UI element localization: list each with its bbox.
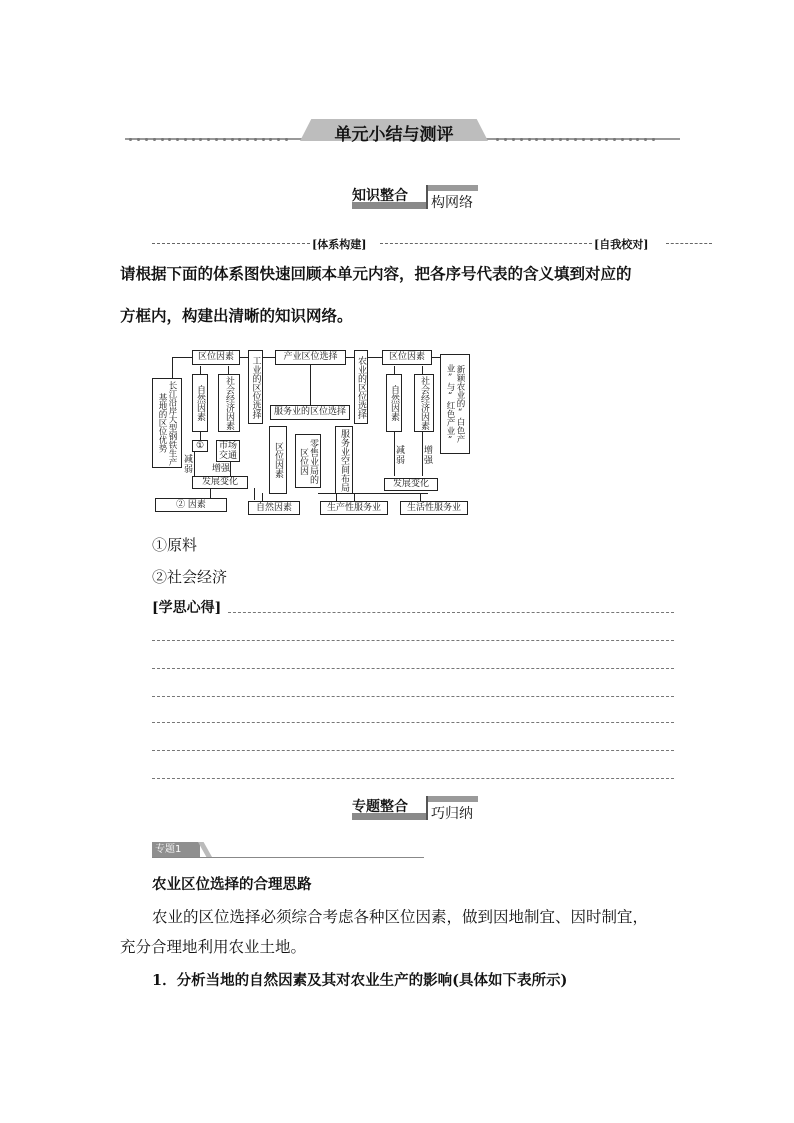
box-right-factor: 区位因素 xyxy=(382,350,432,365)
connector xyxy=(172,357,173,379)
header-decoration xyxy=(426,796,478,802)
connector xyxy=(354,493,355,501)
answer-1: ①原料 xyxy=(152,536,198,554)
notes-label: [学思心得] xyxy=(152,600,222,616)
banner-dots-right xyxy=(494,129,657,137)
connector xyxy=(368,357,382,358)
dash-rule xyxy=(666,243,712,244)
connector xyxy=(346,357,354,358)
box-right-change: 发展变化 xyxy=(384,478,438,491)
connector xyxy=(262,493,263,501)
connector xyxy=(200,432,201,440)
dash-rule xyxy=(380,243,592,244)
connector xyxy=(194,452,195,476)
section-title: 知识整合 xyxy=(352,188,408,204)
banner-dots-left xyxy=(127,129,290,137)
notes-line xyxy=(152,696,674,697)
connector xyxy=(432,357,440,358)
notes-line xyxy=(152,668,674,669)
page-title: 单元小结与测评 xyxy=(334,125,454,145)
connector xyxy=(310,365,311,405)
header-divider xyxy=(426,185,428,209)
notes-line xyxy=(152,640,674,641)
section-header-knowledge xyxy=(352,185,482,211)
box-bottom-factor: ② 因素 xyxy=(155,498,227,512)
header-divider xyxy=(426,796,428,820)
box-left-market: 市场交通 xyxy=(216,440,240,462)
box-industry-title: 工业的区位选择 xyxy=(248,350,263,424)
notes-line xyxy=(152,778,674,779)
answer-2: ②社会经济 xyxy=(152,568,228,586)
topic-paragraph-line-1: 农业的区位选择必须综合考虑各种区位因素，做到因地制宜、因时制宜， xyxy=(152,908,649,926)
connector xyxy=(200,366,201,374)
section-title: 专题整合 xyxy=(352,799,408,815)
label-left-strengthen: 增强 xyxy=(212,464,231,474)
connector xyxy=(394,366,395,374)
instruction-line-2: 方框内，构建出清晰的知识网络。 xyxy=(120,306,353,325)
knowledge-diagram xyxy=(150,348,470,516)
section-subtitle: 巧归纳 xyxy=(431,806,473,822)
box-right-natural: 自然因素 xyxy=(386,374,402,432)
box-retail: 零售业局的区位因 xyxy=(295,434,321,488)
topic-tag: 专题1 xyxy=(152,842,200,857)
box-left-natural: 自然因素 xyxy=(192,374,208,432)
connector xyxy=(422,432,423,476)
connector xyxy=(228,366,229,374)
box-service-title: 服务业的区位选择 xyxy=(270,405,350,420)
connector xyxy=(422,366,423,374)
header-decoration xyxy=(426,185,478,191)
box-right-side: 新颖农业的“白色产业”与“红色产业” xyxy=(440,354,470,454)
connector xyxy=(240,357,248,358)
box-service-factor: 区位因素 xyxy=(269,426,287,494)
section-header-topics xyxy=(352,796,482,822)
topic-paragraph-line-2: 充分合理地利用农业土地。 xyxy=(120,938,307,956)
topic-title: 农业区位选择的合理思路 xyxy=(152,876,312,893)
box-top-center: 产业区位选择 xyxy=(275,350,346,365)
tag-system-build: [体系构建] xyxy=(312,238,367,251)
dash-rule xyxy=(152,243,310,244)
connector xyxy=(172,357,192,358)
instruction-line-1: 请根据下面的体系图快速回顾本单元内容，把各序号代表的含义填到对应的 xyxy=(120,264,632,283)
connector xyxy=(261,357,275,358)
box-agriculture-title: 农业的区位选择 xyxy=(354,350,368,424)
notes-line xyxy=(152,722,674,723)
box-service-space: 服务业空间布局 xyxy=(335,426,353,494)
box-right-social: 社会经济因素 xyxy=(414,374,434,432)
box-producer-service: 生产性服务业 xyxy=(320,501,388,515)
topic-tag-slash xyxy=(198,842,212,857)
box-left-social: 社会经济因素 xyxy=(218,374,240,432)
box-consumer-service: 生活性服务业 xyxy=(400,501,468,515)
box-circle-1: ① xyxy=(192,440,208,452)
box-natural-bottom: 自然因素 xyxy=(248,501,300,515)
box-left-change: 发展变化 xyxy=(192,476,248,489)
topic-rule xyxy=(152,857,424,858)
connector xyxy=(420,493,421,501)
section-subtitle: 构网络 xyxy=(431,195,473,211)
tag-row xyxy=(152,236,712,250)
box-left-factor: 区位因素 xyxy=(192,350,240,365)
label-left-weaken: 减弱 xyxy=(184,455,194,475)
notes-line xyxy=(152,750,674,751)
connector xyxy=(210,488,211,498)
notes-line xyxy=(228,612,674,613)
tag-self-check: [自我校对] xyxy=(594,238,649,251)
label-right-strengthen: 增强 xyxy=(424,446,434,466)
box-left-side: 长江沿岸大型钢铁生产基地的区位优势 xyxy=(152,378,182,468)
connector xyxy=(254,488,255,500)
label-right-weaken: 减弱 xyxy=(396,446,406,466)
connector xyxy=(394,432,395,476)
topic-point-1: 1．分析当地的自然因素及其对农业生产的影响(具体如下表所示) xyxy=(152,972,568,989)
